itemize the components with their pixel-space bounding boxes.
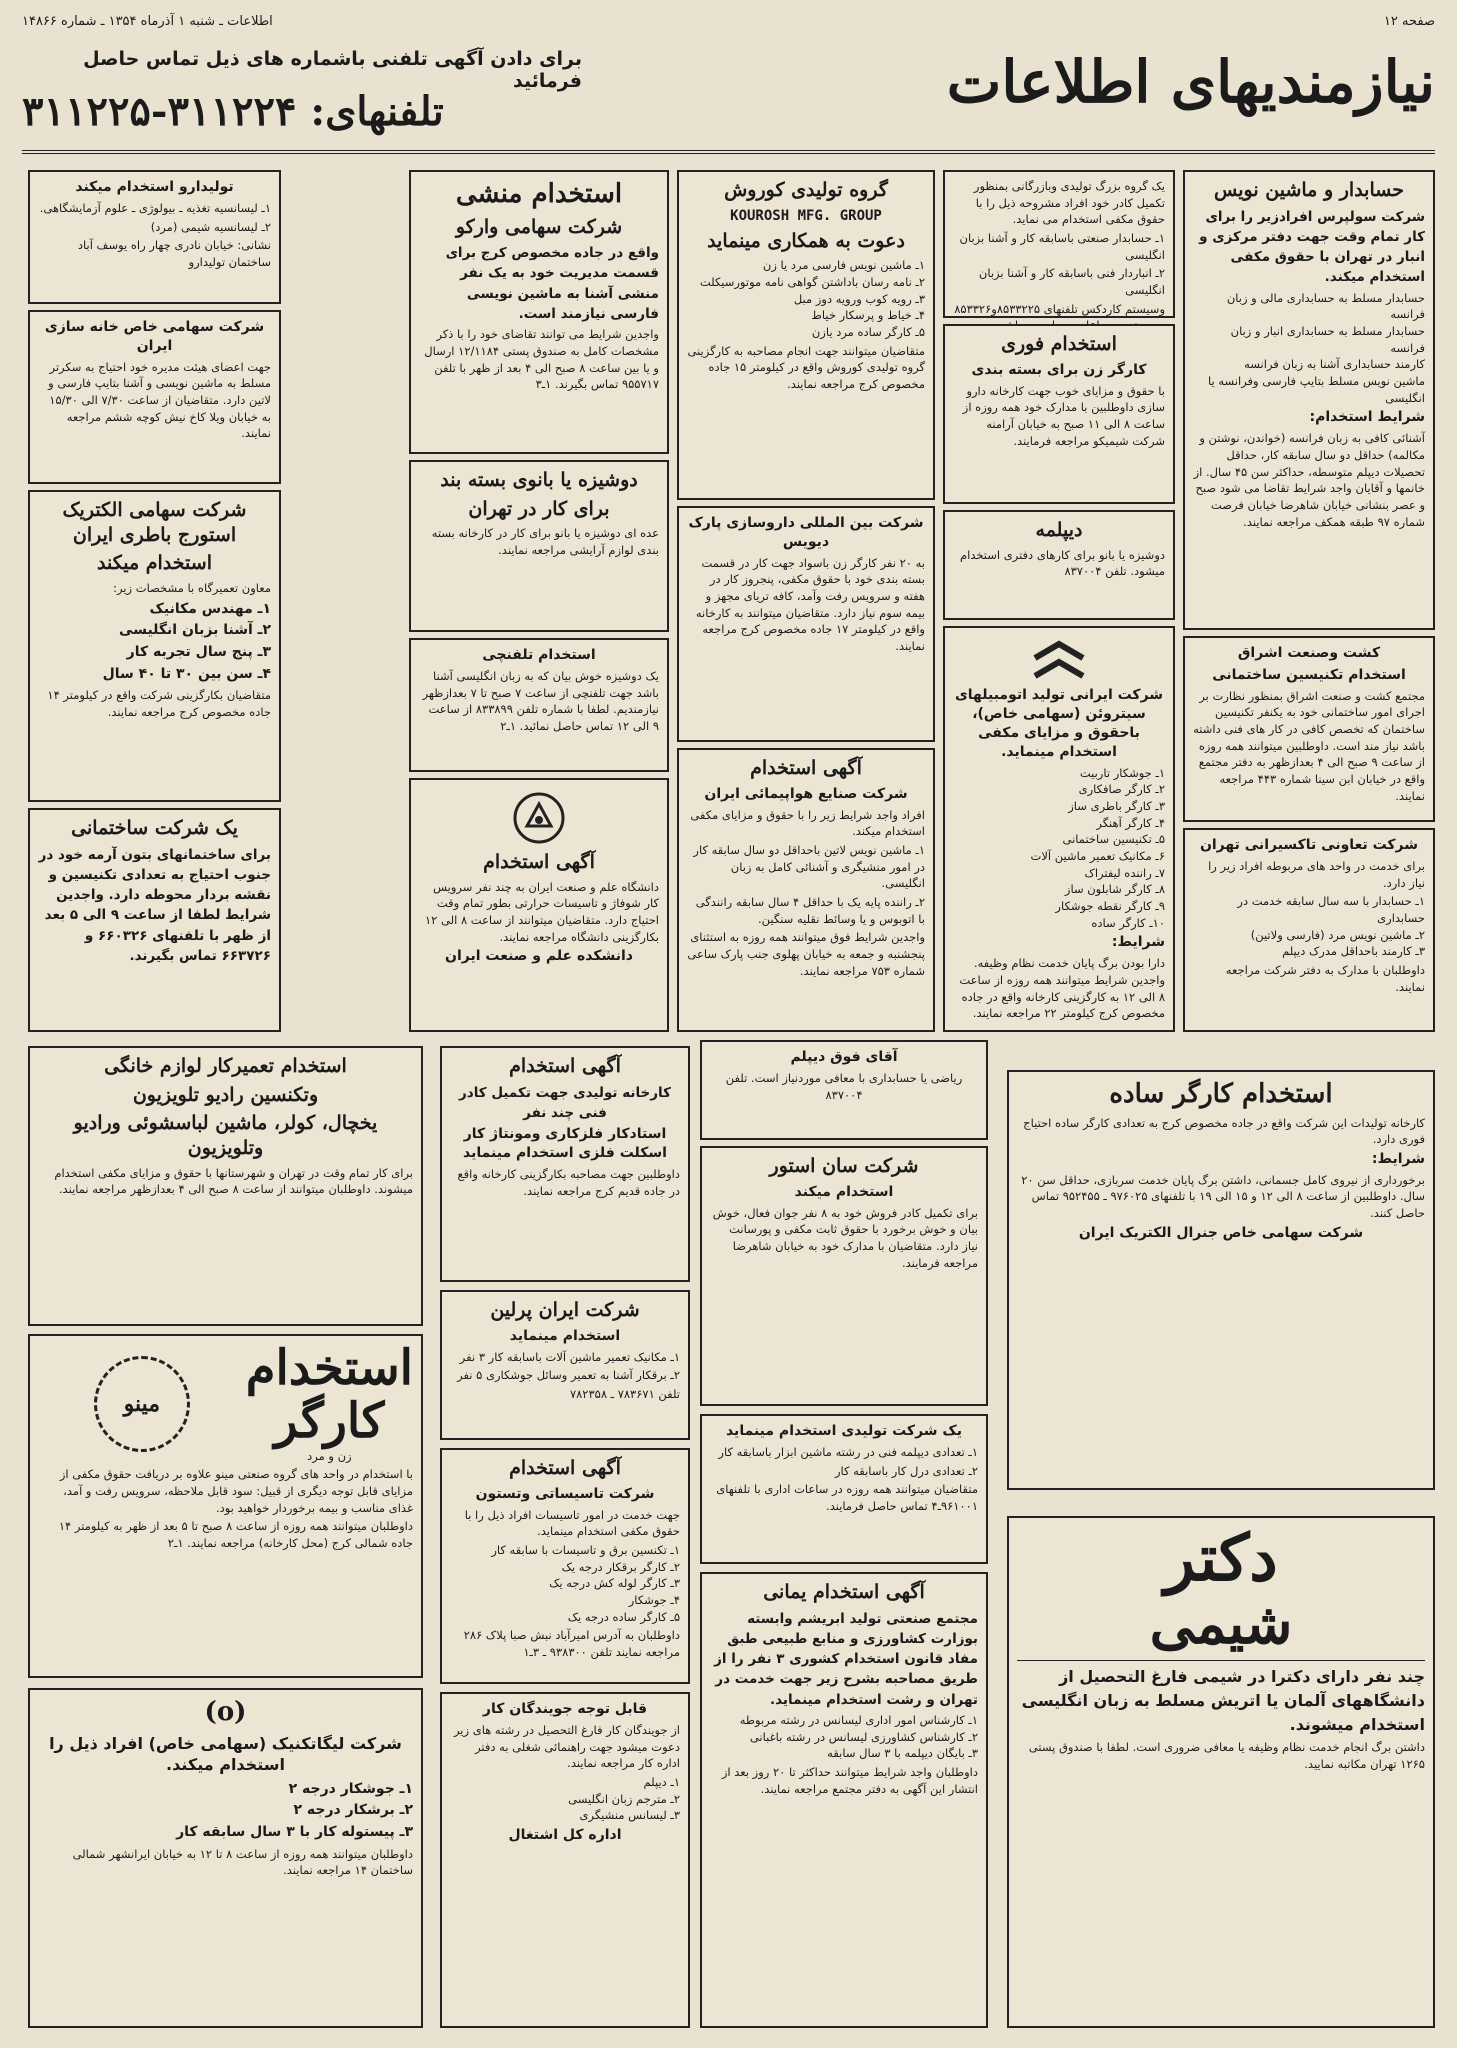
contact-line: برای دادن آگهی تلفنی باشماره های ذیل تماس حاصل فرمائید bbox=[83, 48, 582, 92]
ad-cond-title: شرایط: bbox=[1111, 934, 1165, 951]
ad-title: شرکت ایرانی تولید اتومبیلهای سیتروئن (سهامی خاص)، باحقوق و مزایای مکفی استخدام مینماید. bbox=[954, 687, 1164, 760]
list-item: ۲ـ برشکار درجه ۲ bbox=[293, 1802, 413, 1819]
ligatak-logo-icon: (o) bbox=[204, 1697, 247, 1727]
list-item: ۱ـ ماشین نویس فارسی مرد یا زن bbox=[762, 258, 925, 273]
ad-title: دوشیزه یا بانوی بسته بند bbox=[440, 469, 638, 491]
ad-sub: وتکنسین رادیو تلویزیون bbox=[132, 1083, 319, 1106]
ad-title: شرکت سهامی الکتریک استورج باطری ایران bbox=[62, 499, 247, 546]
list-item: حسابدار مسلط به حسابداری انبار و زبان فرانسه bbox=[1230, 324, 1425, 355]
ad-title: آگهی استخدام bbox=[483, 851, 595, 873]
ad-footer: داوطلبان به آدرس امیرآباد نبش صبا پلاک ۲۸۶ مراجعه نمایند تلفن ۹۳۸۳۰۰ ـ ۳ـ۱ bbox=[463, 1628, 680, 1659]
ad-company: شرکت تاسیساتی وتستون bbox=[475, 1485, 655, 1502]
ad-sub: کارگر bbox=[274, 1392, 385, 1449]
ad-title: استخدام تلفنچی bbox=[482, 647, 596, 663]
ad-cond: دارا بودن برگ پایان خدمت نظام وظیفه. واجدین شرایط میتوانند همه روزه از ساعت ۸ الی ۱۲ به کارگزینی کارخانه واقع در جاده مخصوص کرج کیلومتر ۲۲ مراجعه نمایند. bbox=[959, 956, 1165, 1021]
ad-title: استخدام فوری bbox=[1001, 333, 1117, 355]
list-item: کارمند حسابداری آشنا به زبان فرانسه bbox=[1244, 357, 1425, 372]
list-item: ۳ـ کارگر لوله کش درجه یک bbox=[549, 1576, 680, 1591]
ad-title: دیپلمه bbox=[1035, 519, 1083, 541]
list-item: ۶ـ مکانیک تعمیر ماشین آلات bbox=[1030, 848, 1165, 863]
ad-lavazem bbox=[28, 1046, 423, 1326]
ad-university bbox=[409, 778, 669, 1032]
university-emblem-icon bbox=[419, 790, 659, 846]
ad-title: استخدام تعمیرکار لوازم خانگی bbox=[104, 1055, 347, 1077]
ad-title: شرکت ایران پرلین bbox=[490, 1299, 640, 1321]
list-item: ۱ـ جوشکار تاربیت bbox=[1079, 765, 1165, 780]
ad-footer: نشانی: خیابان نادری چهار راه یوسف آباد ساختمان تولیدارو bbox=[77, 238, 271, 269]
ad-sub: استخدام میکند bbox=[794, 1183, 894, 1200]
citroen-logo-icon bbox=[953, 638, 1165, 682]
ad-footer: متقاضیان میتوانند جهت انجام مصاحبه به کارگزینی گروه تولیدی کوروش واقع در کیلومتر ۱۵ جاده مخصوص کرج مراجعه نمایند. bbox=[687, 343, 925, 391]
ad-sub2: یخچال، کولر، ماشین لباسشوئی ورادیو وتلویزیون bbox=[73, 1112, 378, 1160]
ad-title: قابل توجه جویندگان کار bbox=[482, 1701, 648, 1717]
ad-title: استخدام کارگر ساده bbox=[1109, 1079, 1333, 1109]
ad-perlin bbox=[440, 1290, 690, 1440]
list-item: ۷ـ راننده لیفتراک bbox=[1084, 865, 1165, 880]
ad-footer: داوطلبان با مدارک به دفتر شرکت مراجعه نمایند. bbox=[1225, 962, 1425, 994]
list-item: ۸ـ کارگر شابلون ساز bbox=[1064, 882, 1165, 897]
ad-jooyandegan bbox=[440, 1692, 690, 2028]
list-item: ۳ـ کارمند باحداقل مدرک دیپلم bbox=[1282, 944, 1425, 959]
ad-havapeimaee bbox=[677, 748, 935, 1032]
ad-title: آگهی استخدام bbox=[509, 1457, 621, 1479]
ad-intro: جهت خدمت در امور تاسیسات افراد ذیل را با حقوق مکفی استخدام مینماید. bbox=[464, 1507, 680, 1539]
list-item: ماشین نویس مسلط بتایپ فارسی وفرانسه یا انگلیسی bbox=[1208, 374, 1425, 405]
ad-yemani bbox=[700, 1572, 988, 2028]
list-item: ۱ـ ماشین نویس لاتین باحداقل دو سال سابقه کار در امور منشیگری و آشنائی کامل به زبان انگلیسی. bbox=[693, 842, 925, 891]
list-item: ۲ـ راننده پایه یک با حداقل ۴ سال سابقه رانندگی با اتوبوس و یا وسائط نقلیه سنگین. bbox=[695, 894, 925, 926]
ad-cond-title: شرایط استخدام: bbox=[1309, 409, 1425, 426]
list-item: حسابدار مسلط به حسابداری مالی و زبان فرانسه bbox=[1226, 290, 1425, 322]
phones-value: ۳۱۱۲۲۴-۳۱۱۲۲۵ bbox=[22, 88, 297, 135]
ad-text: برای ساختمانهای بتون آرمه خود در جنوب احتیاج به تعدادی تکنیسین و نقشه بردار محوطه دارد. واجدین شرایط لطفا از ساعت ۹ الی ۵ بعد از ظهر با تلفنهای ۶۶۰۳۲۶ و ۶۶۳۷۲۶ تماس بگیرند. bbox=[38, 846, 271, 964]
ad-title: شرکت سهامی خاص خانه سازی ایران bbox=[44, 319, 265, 354]
ad-kourosh bbox=[677, 170, 935, 500]
ad-footer: متقاضیان بکارگزینی شرکت واقع در کیلومتر ۱۴ جاده مخصوص کرج مراجعه نمایند. bbox=[47, 688, 271, 720]
list-item: ۳ـ پنج سال تجربه کار bbox=[126, 644, 271, 661]
ad-list bbox=[710, 1712, 978, 1762]
ad-footer: داوطلبان میتوانند همه روزه از ساعت ۸ صبح تا ۵ بعد از ظهر به کیلومتر ۱۴ جاده شمالی کرج (محل کارخانه) مراجعه نمایند. ۱ـ۲ bbox=[58, 1519, 413, 1550]
ad-hesabdar bbox=[1183, 170, 1435, 630]
ad-alektrik bbox=[28, 490, 281, 802]
ad-company: شرکت صنایع هواپیمائی ایران bbox=[704, 785, 908, 802]
list-item: ۳ـ کارگر باطری ساز bbox=[1068, 798, 1165, 813]
ad-khanesazi bbox=[28, 310, 281, 484]
ad-footer: داوطلبان میتوانند همه روزه از ساعت ۸ تا ۱۲ به خیابان ایرانشهر شمالی ساختمان ۱۴ مراجعه نمایند. bbox=[72, 1846, 413, 1878]
list-item: ۲ـ لیسانسیه شیمی (مرد) bbox=[150, 219, 271, 234]
ad-list bbox=[38, 1779, 413, 1844]
list-item: ۵ـ کارگر ساده مرد یازن bbox=[811, 324, 925, 339]
top-info-line bbox=[22, 14, 1435, 36]
ad-list bbox=[450, 1542, 680, 1625]
ad-text: برای خدمت در واحد های مربوطه افراد زیر را نیاز دارد. bbox=[1208, 858, 1425, 890]
ad-toolidaru bbox=[28, 170, 281, 304]
list-item: ۲ـ کارگر صافکاری bbox=[1078, 782, 1165, 797]
list-item: وسیستم کاردکس تلفنهای ۸۵۳۳۲۲۵و۸۵۳۳۲۶ bbox=[954, 301, 1165, 316]
list-item: ۳ـ پیستوله کار با ۳ سال سابقه کار bbox=[176, 1824, 413, 1841]
masthead-title: نیازمندیهای اطلاعات bbox=[946, 48, 1435, 116]
ad-title: شرکت بین المللی داروسازی پارک دیویس bbox=[688, 515, 924, 550]
masthead bbox=[22, 40, 1435, 154]
ad-monshi bbox=[409, 170, 669, 454]
list-item: ۹ـ کارگر نقطه جوشکار bbox=[1055, 898, 1165, 913]
ad-sub: کارگر زن برای بسته بندی bbox=[971, 361, 1147, 378]
ad-footer: داوطلبین جهت مصاحبه بکارگزینی کارخانه واقع در جاده قدیم کرج مراجعه نمایند. bbox=[457, 1166, 680, 1198]
ad-title: آگهی استخدام یمانی bbox=[763, 1581, 925, 1603]
list-item: ۲ـ ماشین نویس مرد (فارسی ولاتین) bbox=[1250, 927, 1425, 942]
ad-title: شرکت تعاونی تاکسیرانی تهران bbox=[1199, 837, 1419, 853]
list-item: ۲ـ تعدادی درل کار باسابقه کار bbox=[834, 1463, 978, 1478]
ad-title: استخدام منشی bbox=[455, 179, 623, 209]
ad-diploma bbox=[943, 510, 1175, 620]
ad-title: یک شرکت تولیدی استخدام مینماید bbox=[725, 1423, 963, 1439]
ad-citroen bbox=[943, 626, 1175, 1032]
ad-telefonchi bbox=[409, 638, 669, 772]
mino-titles bbox=[246, 1342, 413, 1466]
ad-sub: استخدام میکند bbox=[97, 552, 212, 575]
ad-title: دعوت به همکاری مینماید bbox=[707, 229, 905, 252]
ad-text: واقع در جاده مخصوص کرج برای قسمت مدیریت خود به یک نفر منشی آشنا به ماشین نویسی فارسی نیازمند است. bbox=[445, 245, 659, 322]
ad-title: شرکت سان استور bbox=[769, 1155, 919, 1177]
list-item: ۱ـ جوشکار درجه ۲ bbox=[288, 1780, 413, 1797]
ad-group bbox=[943, 170, 1175, 318]
list-item: ۱ـ تکنسین برق و تاسیسات با سابقه کار bbox=[491, 1542, 680, 1557]
ad-title: آگهی استخدام bbox=[750, 757, 862, 779]
ad-sakhtemani bbox=[28, 808, 281, 1032]
issue-line: اطلاعات ـ شنبه ۱ آذرماه ۱۳۵۴ ـ شماره ۱۴۸۶۶ bbox=[22, 14, 273, 29]
list-item: ۲ـ مترجم زبان انگلیسی bbox=[568, 1791, 680, 1806]
ad-san-astor bbox=[700, 1146, 988, 1406]
ad-taksirani bbox=[1183, 828, 1435, 1032]
ad-kargar-sade bbox=[1007, 1070, 1435, 1490]
ad-list bbox=[450, 1774, 680, 1824]
list-item: ۴ـ جوشکار bbox=[628, 1592, 680, 1607]
page-number: صفحه ۱۲ bbox=[1383, 14, 1435, 29]
phones bbox=[22, 88, 444, 135]
ad-list bbox=[1193, 893, 1425, 960]
ad-text: دوشیزه یا بانو برای کارهای دفتری استخدام میشود. تلفن ۸۳۷۰۰۴ bbox=[960, 547, 1165, 579]
ad-title: دکتر bbox=[1164, 1521, 1278, 1596]
list-item: ۴ـ خیاط و پرسکار خیاط bbox=[811, 308, 925, 323]
ad-sub: استخدام تکنیسین ساختمانی bbox=[1212, 666, 1406, 683]
ad-text: دانشگاه علم و صنعت ایران به چند نفر سرویس کار شوفاژ و تاسیسات حرارتی بطور تمام وقت احتیاج دارد. متقاضیان میتوانند از ساعت ۸ الی ۱۲ بکارگزینی دانشگاه مراجعه نمایند. bbox=[424, 879, 659, 944]
ad-text: با حقوق و مزایای خوب جهت کارخانه دارو سازی داوطلبین با مدارک خود همه روزه از ساعت ۸ الی ۱۱ صبح به خیابان آرامنه شرکت شیمیکو مراجعه فرمایند. bbox=[962, 383, 1165, 448]
mino-header bbox=[38, 1342, 413, 1466]
ad-text: عده ای دوشیزه یا بانو برای کار در کارخانه بسته بندی لوازم آرایشی مراجعه نمایند. bbox=[431, 526, 659, 558]
ad-text: مجتمع صنعتی تولید ابریشم وابسته بوزارت کشاورزی و منابع طبیعی طبق مفاد قانون استخدام کشوری ۳ نفر را از طریق مصاحبه بشرح زیر جهت خدمت در تهران و رشت استخدام مینماید. bbox=[714, 1610, 978, 1708]
ad-footer: اداره کل اشتغال bbox=[508, 1826, 622, 1843]
ad-list bbox=[38, 599, 271, 686]
ad-sub: برای کار در تهران bbox=[468, 497, 610, 520]
ad-footer: تلفن ۷۸۳۶۷۱ ـ ۷۸۲۳۵۸ bbox=[569, 1386, 680, 1401]
ad-footer: واجدین شرایط فوق میتوانند همه روزه به استثنای پنجشنبه و جمعه به خیابان پهلوی جنب پارک ساعی شماره ۷۵۳ مراجعه نمایند. bbox=[687, 930, 925, 978]
ad-eshragh bbox=[1183, 636, 1435, 822]
ad-sub: استخدام مینماید bbox=[509, 1327, 621, 1344]
ad-title: آگهی استخدام bbox=[509, 1055, 621, 1077]
ad-sub: شیمی bbox=[1149, 1591, 1293, 1658]
ad-text: ریاضی یا حسابداری با معافی موردنیاز است. تلفن ۸۳۷۰۰۴ bbox=[725, 1070, 963, 1102]
ad-mino bbox=[28, 1334, 423, 1678]
list-item: ۱ـ دیپلم bbox=[643, 1774, 680, 1789]
list-item: ۲ـ برقکار آشنا به تعمیر وسائل جوشکاری ۵ نفر bbox=[457, 1368, 680, 1383]
ad-footer: داوطلبان واجد شرایط میتوانند حداکثر تا ۲۰ روز بعد از انتشار این آگهی به دفتر مجتمع مراجعه نمایند. bbox=[721, 1764, 978, 1796]
ad-title: استخدام bbox=[245, 1340, 413, 1396]
kourosh-logo-en: KOUROSH MFG. GROUP bbox=[730, 207, 882, 224]
ad-title: یک شرکت ساختمانی bbox=[71, 817, 238, 839]
divider bbox=[1017, 1660, 1425, 1661]
list-item: ۱۰ـ کارگر ساده bbox=[1091, 915, 1165, 930]
ad-sub: استادکار فلزکاری ومونتاژ کار اسکلت فلزی استخدام مینماید bbox=[463, 1126, 667, 1162]
ad-text: کارخانه تولیدات این شرکت واقع در جاده مخصوص کرج به تعدادی کارگر ساده احتیاج فوری دارد. bbox=[1023, 1115, 1425, 1147]
list-item: ۱ـ تعدادی دیپلمه فنی در رشته ماشین ابزار باسابقه کار bbox=[718, 1444, 978, 1459]
ad-title: حسابدار و ماشین نویس bbox=[1214, 179, 1404, 201]
ad-title: شرکت لیگاتکنیک (سهامی خاص) افراد ذیل را استخدام میکند. bbox=[49, 1733, 402, 1775]
list-item: ۲ـ کارگر برقکار درجه یک bbox=[561, 1559, 680, 1574]
ad-company: شرکت سهامی وارکو bbox=[455, 215, 623, 238]
ad-doktor bbox=[1007, 1516, 1435, 2028]
phones-label: تلفنهای: bbox=[310, 88, 444, 135]
ad-foori bbox=[943, 324, 1175, 504]
ad-cond-title: شرایط: bbox=[1371, 1150, 1425, 1167]
list-item: ۱ـ حسابدار با سه سال سابقه خدمت در حسابداری bbox=[1237, 894, 1425, 925]
ad-text: برای تکمیل کادر فروش خود به ۸ نفر جوان فعال، خوش بیان و خوش برخورد با حقوق ثابت مکفی و پورسانت نیاز دارد. متقاضیان با مدارک خود به خیابان شاهرضا مراجعه فرمایند. bbox=[712, 1205, 978, 1270]
ad-text: جهت اعضای هیئت مدیره خود احتیاج به سکرتر مسلط به ماشین نویسی و آشنا بتایپ فارسی و لاتین دارد. متقاضیان از ساعت ۷/۳۰ الی ۱۵/۳۰ به خیابان ویلا کاخ نیش کوچه ششم مراجعه نمایند. bbox=[48, 359, 271, 441]
ad-text: با استخدام در واحد های گروه صنعتی مینو علاوه بر دریافت حقوق مکفی از مزایای قابل توجه دیگری از قبیل: سود قابل ملاحظه، سرویس رفت و آمد، غذای مناسب و بیمه برخوردار خواهید بود. bbox=[59, 1467, 413, 1515]
ad-text: مجتمع کشت و صنعت اشراق بمنظور نظارت بر اجرای امور ساختمانی خود به یکنفر تکنیسین ساختمان که تخصص کافی در کار های فنی داشته باشد نیاز مند است. داوطلبین میتوانند همه روزه از ساعت ۹ صبح الی ۴ بعدازظهر به دفتر مجتمع واقع در خیابان ابن سینا شماره ۴۴۳ مراجعه نمایند. bbox=[1193, 688, 1425, 803]
ad-footer: داشتن برگ انجام خدمت نظام وظیفه یا معافی ضروری است. لطفا با صندوق پستی ۱۲۶۵ تهران مکاتبه نمایید. bbox=[1028, 1739, 1425, 1771]
list-item: ۲ـ کارشناس کشاورزی لیسانس در رشته باغبانی bbox=[749, 1729, 978, 1744]
ad-kargah bbox=[440, 1046, 690, 1282]
ad-footer: دانشکده علم و صنعت ایران bbox=[445, 948, 633, 965]
list-item: ۱ـ مکانیک تعمیر ماشین آلات باسابقه کار ۳ نفر bbox=[459, 1349, 680, 1364]
ad-intro: افراد واجد شرایط زیر را با حقوق و مزایای مکفی استخدام میکند. bbox=[690, 807, 925, 839]
ad-list bbox=[953, 765, 1165, 932]
ad-toolidi bbox=[700, 1414, 988, 1564]
list-item: ۱ـ لیسانسیه تغذیه ـ بیولوژی ـ علوم آزمایشگاهی. bbox=[39, 200, 271, 215]
list-item: ۱ـ حسابدار صنعتی باسابقه کار و آشنا بزبان انگلیسی bbox=[959, 231, 1165, 262]
list-item: ۴ـ سن بین ۳۰ تا ۴۰ سال bbox=[102, 665, 271, 682]
kourosh-logo-fa: گروه تولیدی کوروش bbox=[724, 179, 888, 201]
ad-cond: آشنائی کافی به زبان فرانسه (خواندن، نوشتن و مکالمه) حداقل دو سال سابقه کار، حداقل تحصیلات دیپلم متوسطه، حداکثر سن ۴۵ سال. از خانمها و آقایان واجد شرایط تقاضا می شود صبح و عصر بنشانی خیابان شاهرضا خیابان فرصت شماره ۹۷ طبقه همکف مراجعه نمایند. bbox=[1193, 431, 1425, 529]
ad-text: کارخانه تولیدی جهت تکمیل کادر فنی چند نفر bbox=[459, 1084, 671, 1121]
ad-small: واجدین شرایط می توانند تقاضای خود را با ذکر مشخصات کامل به صندوق پستی ۱۲/۱۱۸۴ ارسال و یا بین ساعت ۸ صبح الی ۴ بعد از ظهر با تلفن ۹۵۵۷۱۷ تماس بگیرند. ۱ـ۳ bbox=[424, 327, 659, 392]
mino-seal-icon: مینو bbox=[94, 1356, 190, 1452]
list-item: ۱ـ کارشناس امور اداری لیسانس در رشته مربوطه bbox=[739, 1712, 978, 1727]
list-item: ۳ـ رویه کوب ورویه دوز مبل bbox=[793, 291, 925, 306]
ad-list bbox=[687, 257, 925, 340]
ad-park-davis bbox=[677, 506, 935, 742]
ad-dooshize bbox=[409, 460, 669, 632]
ad-footer: شرکت سهامی خاص جنرال الکتریک ایران bbox=[1078, 1224, 1364, 1241]
list-item: ۱ـ مهندس مکانیک bbox=[149, 600, 271, 617]
ad-foogh-diplom bbox=[700, 1040, 988, 1140]
ad-text: از جویندگان کار فارغ التحصیل در رشته های زیر دعوت میشود جهت راهنمائی شغلی به دفتر اداره کار مراجعه نمایند. bbox=[453, 1722, 680, 1771]
list-item: ۳ـ بایگان دیپلمه با ۳ سال سابقه bbox=[827, 1746, 978, 1761]
list-item: ۲ـ آشنا بزبان انگلیسی bbox=[119, 622, 271, 639]
ad-footer: متقاضیان میتوانند همه روزه در ساعات اداری با تلفنهای ۹۶۱۰۰۱ـ۴ تماس حاصل فرمایند. bbox=[716, 1482, 978, 1513]
list-item: ۵ـ کارگر ساده درجه یک bbox=[567, 1609, 680, 1624]
list-item: ۴ـ کارگر آهنگر bbox=[1096, 815, 1165, 830]
list-item: ۲ـ انباردار فنی باسابقه کار و آشنا بزبان انگلیسی bbox=[978, 266, 1165, 298]
ad-list bbox=[1193, 290, 1425, 407]
ad-text: برای کار تمام وقت در تهران و شهرستانها با حقوق و مزایای مکفی استخدام میشوند. داوطلبان میتوانند از ساعت ۸ صبح الی ۴ بعدازظهر مراجعه نمایند. bbox=[54, 1165, 413, 1197]
ad-tasisati bbox=[440, 1448, 690, 1684]
ad-intro: معاون تعمیرگاه با مشخصات زیر: bbox=[113, 581, 271, 596]
ad-cond: برخورداری از نیروی کامل جسمانی، داشتن برگ پایان خدمت سربازی، حداقل سن ۲۰ سال. داوطلبین از ساعت ۸ الی ۱۲ و ۱۵ الی ۱۹ با تلفنهای ۹۷۶۰۲۵ ـ ۹۵۲۴۵۵ تماس حاصل کنند. bbox=[1021, 1172, 1425, 1221]
ad-sub-note: زن و مرد bbox=[307, 1448, 352, 1463]
ad-title: کشت وصنعت اشراق bbox=[1237, 645, 1381, 661]
ad-text: به ۲۰ نفر کارگر زن باسواد جهت کار در قسمت بسته بندی خود با حقوق مکفی، پنجروز کار در هفته و سرویس رفت وآمد، کافه تریای مجهز و بیمه سوم نیاز دارد. متقاضیان میتوانند به کارخانه واقع در کیلومتر ۱۷ جاده مخصوص کرج مراجعه نمایند. bbox=[695, 555, 925, 654]
ad-ligatak bbox=[28, 1688, 423, 2028]
list-item: ۳ـ لیسانس منشیگری bbox=[579, 1808, 680, 1823]
list-item: ۲ـ نامه رسان باداشتن گواهی نامه موتورسیکلت bbox=[699, 274, 925, 289]
ad-company: شرکت سولپرس افرادزیر را برای کار تمام وقت جهت دفتر مرکزی و انبار در تهران با حقوق مکفی استخدام میکند. bbox=[1199, 208, 1425, 286]
list-item: ۵ـ تکنیسین ساختمانی bbox=[1062, 832, 1165, 847]
ad-title: آقای فوق دیپلم bbox=[790, 1049, 898, 1065]
ad-text: یک گروه بزرگ تولیدی وبازرگانی بمنظور تکمیل کادر خود افراد مشروحه ذیل را با حقوق مکفی استخدام می نماید. bbox=[973, 179, 1165, 227]
ad-title: تولیدارو استخدام میکند bbox=[75, 179, 234, 195]
ad-text: چند نفر دارای دکترا در شیمی فارغ التحصیل از دانشگاههای آلمان یا اتریش مسلط به زبان انگلیسی استخدام میشوند. bbox=[1021, 1666, 1425, 1734]
ad-text: یک دوشیزه خوش بیان که به زبان انگلیسی آشنا باشد جهت تلفنچی از ساعت ۷ صبح تا ۷ بعدازظهر نیازمندیم. لطفا با شماره تلفن ۸۳۳۸۹۹ از ساعت ۹ الی ۱۲ تماس حاصل نمائید. ۱ـ۲ bbox=[422, 668, 659, 733]
